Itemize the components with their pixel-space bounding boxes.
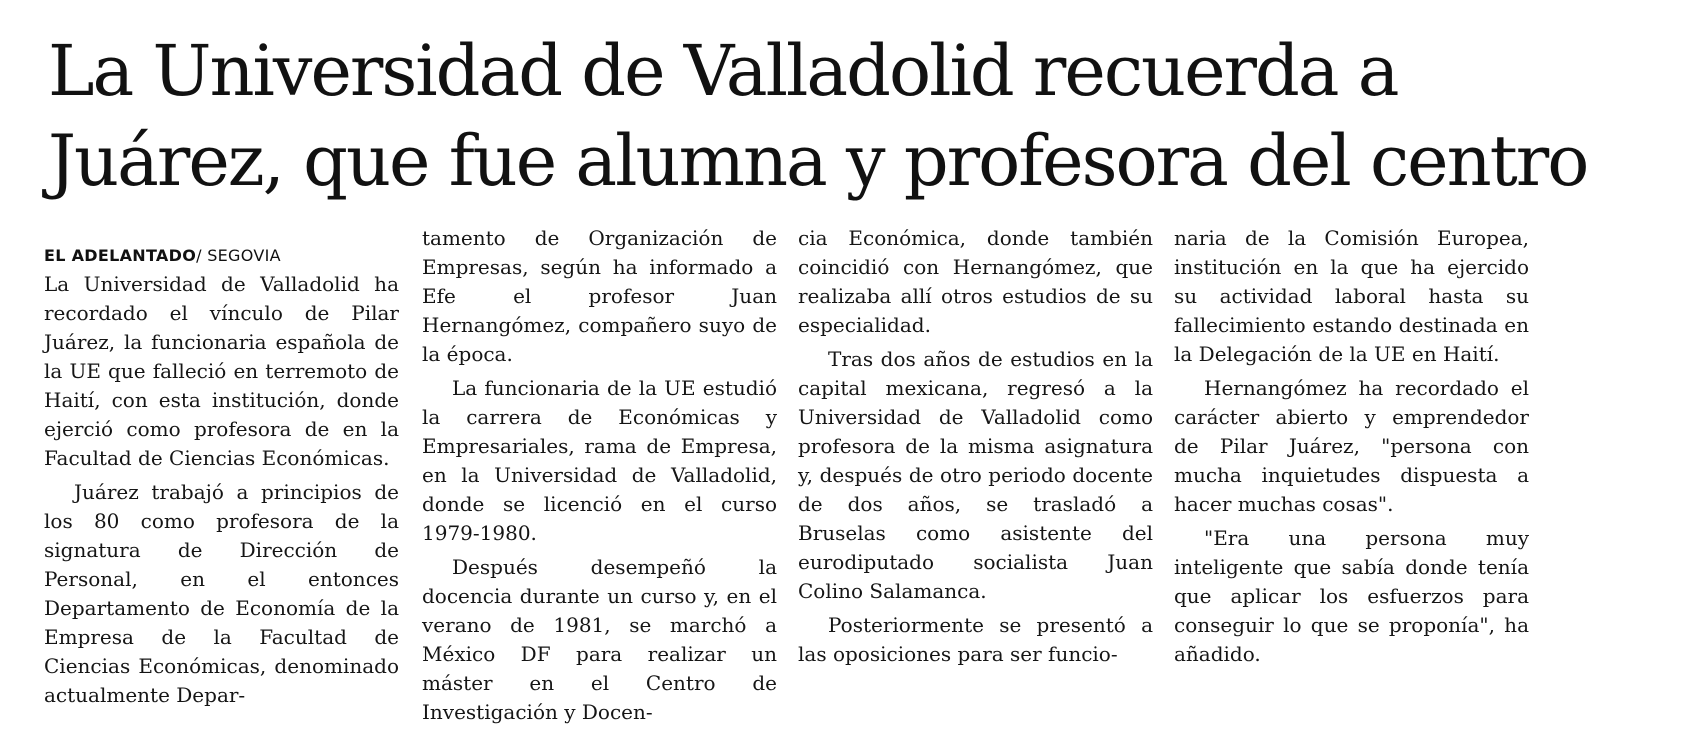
paragraph: Después desempeñó la docencia durante un curso y, en el verano de 1981, se marchó a México DF para realizar un máster en el Centro de Investigación y Docen- (422, 555, 777, 724)
paragraph: cia Económica, donde también coincidió con Hernangómez, que realizaba allí otros estudios de su especialidad. (798, 226, 1153, 337)
column-3 (798, 224, 1153, 674)
paragraph: tamento de Organización de Empresas, según ha informado a Efe el profesor Juan Hernangómez, compañero suyo de la época. (422, 226, 777, 366)
paragraph: Posteriormente se presentó a las oposiciones para ser funcio- (798, 613, 1153, 666)
headline (48, 26, 1648, 206)
headline-line-2: Juárez, que fue alumna y profesora del centro (48, 120, 1588, 202)
column-2 (422, 224, 777, 732)
paragraph: La Universidad de Valladolid ha recordado el vínculo de Pilar Juárez, la funcionaria española de la UE que falleció en terremoto de Haití, con esta institución, donde ejerció como profesora de en la Facultad de Ciencias Económicas. (44, 272, 399, 470)
byline (44, 246, 399, 266)
byline-newspaper: EL ADELANTADO (44, 246, 197, 265)
paragraph: Hernangómez ha recordado el carácter abierto y emprendedor de Pilar Juárez, "persona con mucha inquietudes dispuesta a hacer muchas cosas". (1174, 376, 1529, 516)
column-4 (1174, 224, 1529, 674)
byline-place: SEGOVIA (207, 246, 281, 265)
paragraph: naria de la Comisión Europea, institución en la que ha ejercido su actividad laboral hasta su fallecimiento estando destinada en la Delegación de la UE en Haití. (1174, 226, 1529, 366)
paragraph: La funcionaria de la UE estudió la carrera de Económicas y Empresariales, rama de Empresa, en la Universidad de Valladolid, donde se licenció en el curso 1979-1980. (422, 376, 777, 545)
paragraph: Tras dos años de estudios en la capital mexicana, regresó a la Universidad de Valladolid como profesora de la misma asignatura y, después de otro periodo docente de dos años, se trasladó a Bruselas como asistente del eurodiputado socialista Juan Colino Salamanca. (798, 347, 1153, 603)
article-body (44, 226, 1644, 724)
byline-separator: / (196, 246, 208, 265)
column-1 (44, 246, 399, 715)
headline-line-1: La Universidad de Valladolid recuerda a (48, 30, 1398, 112)
paragraph: "Era una persona muy inteligente que sabía donde tenía que aplicar los esfuerzos para conseguir lo que se proponía", ha añadido. (1174, 526, 1529, 666)
paragraph: Juárez trabajó a principios de los 80 como profesora de la signatura de Dirección de Personal, en el entonces Departamento de Economía de la Empresa de la Facultad de Ciencias Económicas, denominado actualmente Depar- (44, 480, 399, 707)
